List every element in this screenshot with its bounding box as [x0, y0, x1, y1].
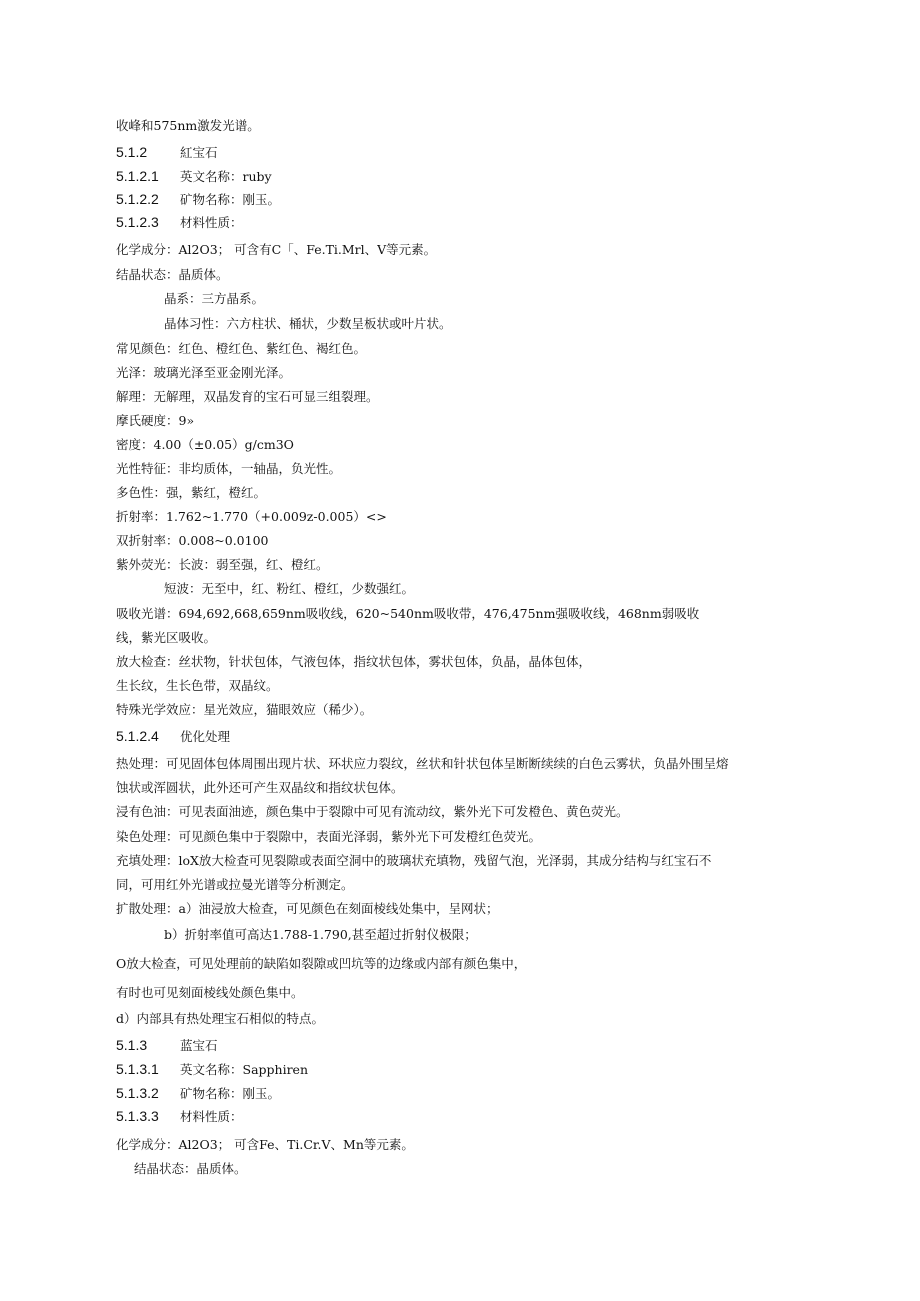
section-title: 紅宝石 [180, 145, 218, 160]
section-number: 5.1.2.3 [116, 214, 159, 230]
body-line: 线，紫光区吸收。 [116, 630, 217, 645]
section-title: 矿物名称：刚玉。 [180, 1086, 281, 1101]
section-title: 蓝宝石 [180, 1038, 218, 1053]
section-heading [116, 190, 280, 209]
section-number: 5.1.2.1 [116, 168, 159, 184]
body-line: 晶体习性：六方柱状、桶状，少数呈板状或叶片状。 [164, 316, 452, 331]
body-line: 化学成分：Al2O3； 可含有C「、Fe.Ti.Mrl、V等元素。 [116, 242, 437, 257]
body-line: 光泽：玻璃光泽至亚金刚光泽。 [116, 365, 292, 380]
body-line: 生长纹，生长色带，双晶纹。 [116, 678, 279, 693]
body-line: 放大检查：丝状物，针状包体，气液包体，指纹状包体，雾状包体，负晶，晶体包体， [116, 654, 592, 669]
section-title: 材料性质： [180, 1109, 243, 1124]
section-title: 材料性质： [180, 215, 243, 230]
body-line: 晶系：三方晶系。 [164, 291, 265, 306]
body-line: 有时也可见刻面棱线处颜色集中。 [116, 985, 304, 1000]
section-title: 矿物名称：刚玉。 [180, 192, 281, 207]
body-line: 结晶状态：晶质体。 [134, 1161, 247, 1176]
body-line: 染色处理：可见颜色集中于裂隙中，表面光泽弱，紫外光下可发橙红色荧光。 [116, 829, 542, 844]
section-number: 5.1.2 [116, 144, 148, 160]
section-number: 5.1.3.2 [116, 1085, 159, 1101]
section-title: 优化处理 [180, 729, 231, 744]
body-line: 化学成分：Al2O3； 可含Fe、Ti.Cr.V、Mn等元素。 [116, 1137, 414, 1152]
body-line: 蚀状或浑圆状，此外还可产生双晶纹和指纹状包体。 [116, 780, 404, 795]
body-line: 多色性：强，紫红，橙红。 [116, 485, 267, 500]
body-line: 浸有色油：可见表面油迹，颜色集中于裂隙中可见有流动纹，紫外光下可发橙色、黄色荧光。 [116, 804, 629, 819]
body-line: 常见颜色：红色、橙红色、紫红色、褐红色。 [116, 341, 367, 356]
body-line: 吸收光谱：694,692,668,659nm吸收线，620~540nm吸收带，476,475nm强吸收线，468nm弱吸收 [116, 606, 700, 621]
section-heading [116, 213, 243, 232]
section-heading [116, 1107, 243, 1126]
body-line: 扩散处理：a）油浸放大检查，可见颜色在刻面棱线处集中，呈网状； [116, 901, 499, 916]
body-line: 解理：无解理，双晶发育的宝石可显三组裂理。 [116, 389, 379, 404]
section-number: 5.1.3.1 [116, 1061, 159, 1077]
body-line: 特殊光学效应：星光效应，猫眼效应（稀少）。 [116, 702, 373, 717]
body-line: 收峰和575nm激发光谱。 [116, 118, 260, 133]
section-heading [116, 1084, 280, 1103]
body-line: 摩氏硬度：9» [116, 413, 195, 428]
body-line: 紫外荧光：长波：弱至强，红、橙红。 [116, 557, 329, 572]
body-line: 折射率：1.762~1.770（+0.009z-0.005）<> [116, 509, 387, 524]
body-line: 同，可用红外光谱或拉曼光谱等分析测定。 [116, 877, 354, 892]
body-line: b）折射率值可高达1.788-1.790,甚至超过折射仪极限； [164, 927, 477, 942]
section-heading [116, 1036, 218, 1055]
section-number: 5.1.2.2 [116, 191, 159, 207]
section-title: 英文名称：ruby [180, 169, 272, 184]
section-number: 5.1.3 [116, 1037, 148, 1053]
body-line: d）内部具有热处理宝石相似的特点。 [116, 1011, 325, 1026]
body-line: 光性特征：非均质体，一轴晶，负光性。 [116, 461, 342, 476]
section-heading [116, 727, 230, 746]
body-line: 热处理：可见固体包体周围出现片状、环状应力裂纹，丝状和针状包体呈断断续续的白色云雾状，负晶外围呈熔 [116, 756, 729, 771]
section-title: 英文名称：Sapphiren [180, 1062, 308, 1077]
body-line: 双折射率：0.008~0.0100 [116, 533, 269, 548]
section-heading [116, 1060, 308, 1079]
section-heading [116, 143, 218, 162]
body-line: 短波：无至中，红、粉红、橙红，少数强红。 [164, 581, 415, 596]
body-line: O放大检查，可见处理前的缺陷如裂隙或凹坑等的边缘或内部有颜色集中， [116, 956, 527, 971]
section-number: 5.1.3.3 [116, 1108, 159, 1124]
section-number: 5.1.2.4 [116, 728, 159, 744]
body-line: 充填处理：loX放大检查可见裂隙或表面空洞中的玻璃状充填物，残留气泡，光泽弱，其成分结构与红宝石不 [116, 853, 712, 868]
section-heading [116, 167, 272, 186]
body-line: 结晶状态：晶质体。 [116, 267, 229, 282]
body-line: 密度：4.00（±0.05）g/cm3O [116, 437, 294, 452]
